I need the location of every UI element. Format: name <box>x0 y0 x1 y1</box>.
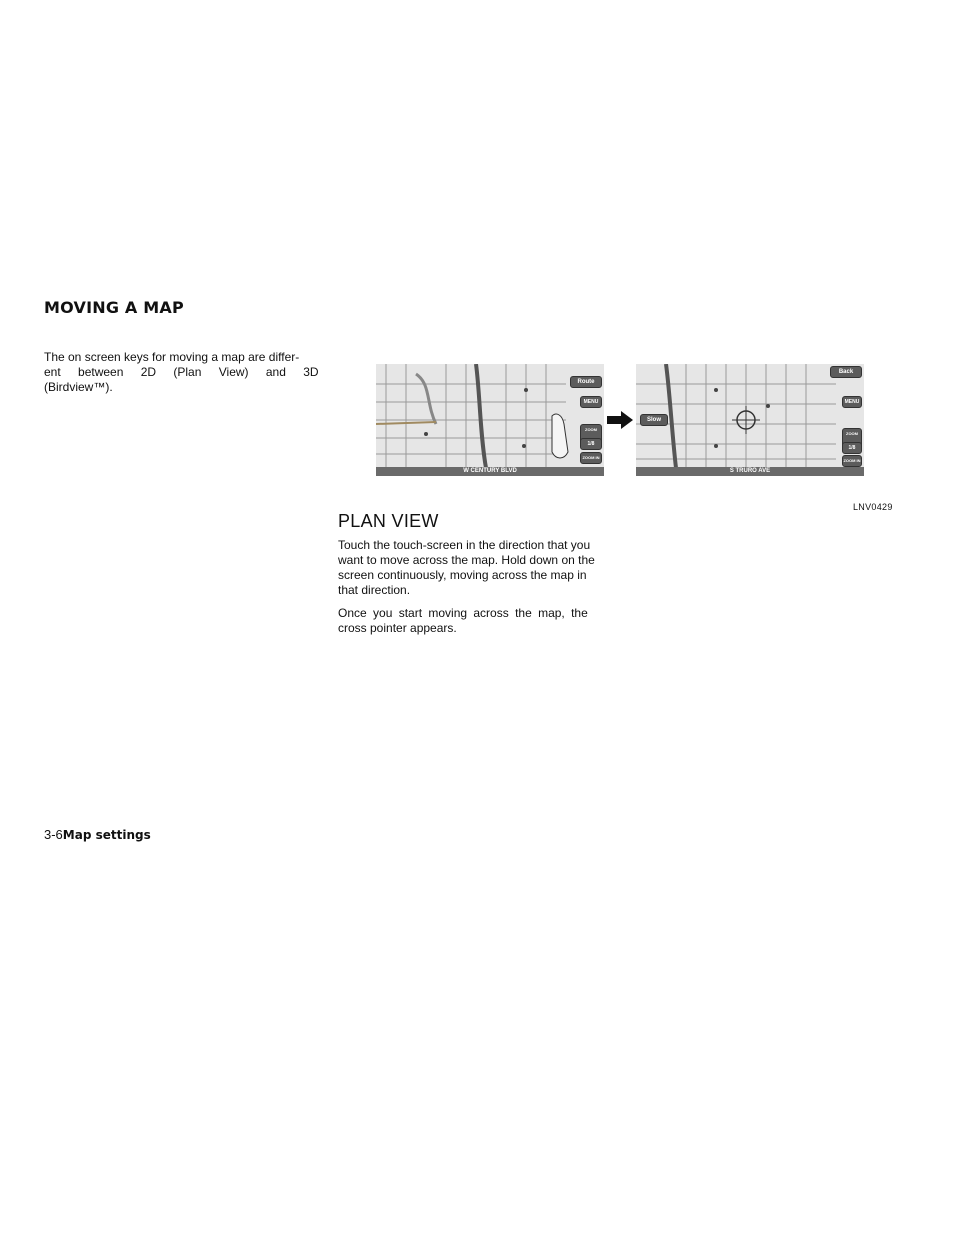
plan-view-screen-before <box>376 364 604 476</box>
page-footer <box>44 827 151 842</box>
zoom-out-button: ZOOM <box>580 424 602 446</box>
map-figure <box>376 364 864 476</box>
paragraph-line: that direction. <box>338 583 411 597</box>
paragraph-line: screen continuously, moving across the map in <box>338 568 587 582</box>
route-button: Route <box>570 376 602 388</box>
street-name-bar: S TRURO AVE <box>636 467 864 476</box>
intro-line: The on screen keys for moving a map are differ- <box>44 350 300 364</box>
map-graphic <box>636 364 864 476</box>
subheading: PLAN VIEW <box>338 511 439 531</box>
intro-line: (Birdview™). <box>44 380 113 394</box>
menu-button: MENU <box>580 396 602 408</box>
intro-paragraph <box>44 350 328 395</box>
paragraph-2 <box>338 606 608 636</box>
zoom-in-button: ZOOM IN <box>580 452 602 464</box>
intro-line: ent between 2D (Plan View) and 3D <box>44 365 319 379</box>
paragraph-1 <box>338 538 608 598</box>
paragraph-line: cross pointer appears. <box>338 621 457 635</box>
page-number: 3-6 <box>44 827 63 842</box>
zoom-in-button: ZOOM IN <box>842 455 862 467</box>
paragraph-line: want to move across the map. Hold down on the <box>338 553 595 567</box>
slow-button: Slow <box>640 414 668 426</box>
menu-button: MENU <box>842 396 862 408</box>
street-name-bar: W CENTURY BLVD <box>376 467 604 476</box>
figure-id: LNV0429 <box>853 502 893 512</box>
back-button: Back <box>830 366 862 378</box>
paragraph-line: Once you start moving across the map, the <box>338 606 588 620</box>
plan-view-screen-after <box>636 364 864 476</box>
scale-indicator: 1/8 <box>580 438 602 450</box>
right-arrow-icon <box>607 411 633 429</box>
chapter-title: Map settings <box>62 828 151 842</box>
scale-indicator: 1/8 <box>842 442 862 454</box>
section-title: MOVING A MAP <box>44 298 184 317</box>
zoom-out-button: ZOOM <box>842 428 862 450</box>
paragraph-line: Touch the touch-screen in the direction that you <box>338 538 591 552</box>
